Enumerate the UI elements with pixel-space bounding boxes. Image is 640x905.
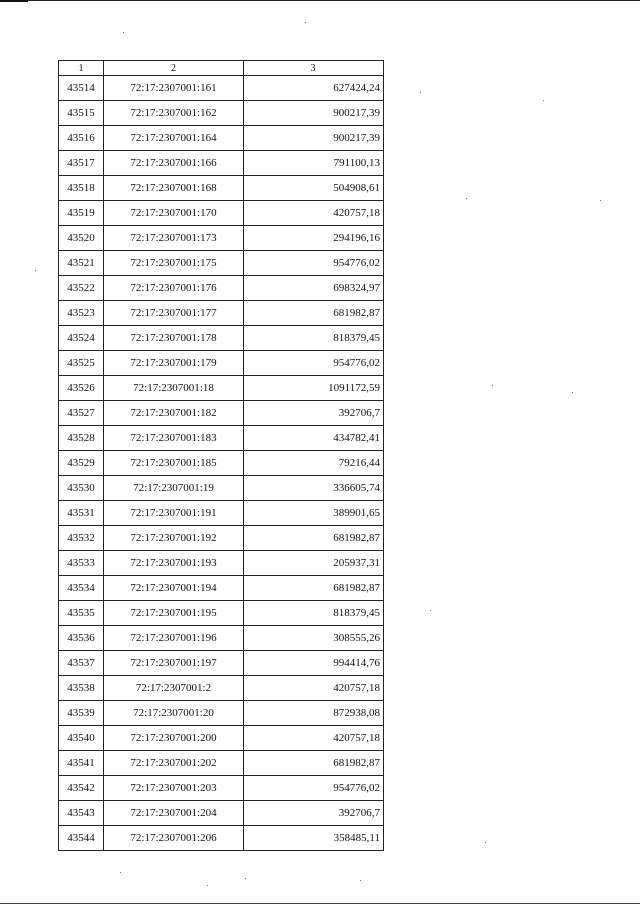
row-number-cell: 43541: [59, 751, 104, 776]
row-number-cell: 43532: [59, 526, 104, 551]
cadastral-value-cell: 1091172,59: [244, 376, 384, 401]
scan-speck: [572, 392, 573, 393]
cadastral-number-cell: 72:17:2307001:161: [104, 76, 244, 101]
scan-speck: [207, 885, 208, 886]
cadastral-number-cell: 72:17:2307001:177: [104, 301, 244, 326]
row-number-cell: 43526: [59, 376, 104, 401]
row-number-cell: 43539: [59, 701, 104, 726]
cadastral-number-cell: 72:17:2307001:20: [104, 701, 244, 726]
cadastral-value-cell: 504908,61: [244, 176, 384, 201]
cadastral-value-cell: 681982,87: [244, 751, 384, 776]
cadastral-value-cell: 79216,44: [244, 451, 384, 476]
cadastral-number-cell: 72:17:2307001:200: [104, 726, 244, 751]
table-row: [59, 476, 384, 501]
row-number-cell: 43536: [59, 626, 104, 651]
scan-speck: [120, 872, 121, 873]
cadastral-number-cell: 72:17:2307001:192: [104, 526, 244, 551]
header-col-1: 1: [59, 61, 104, 76]
cadastral-number-cell: 72:17:2307001:175: [104, 251, 244, 276]
cadastral-value-cell: 389901,65: [244, 501, 384, 526]
row-number-cell: 43528: [59, 426, 104, 451]
cadastral-value-cell: 681982,87: [244, 526, 384, 551]
table-row: [59, 551, 384, 576]
table-row: [59, 576, 384, 601]
row-number-cell: 43537: [59, 651, 104, 676]
cadastral-number-cell: 72:17:2307001:195: [104, 601, 244, 626]
table-row: [59, 76, 384, 101]
row-number-cell: 43527: [59, 401, 104, 426]
cadastral-value-cell: 900217,39: [244, 101, 384, 126]
top-edge-mark: [0, 0, 28, 2]
row-number-cell: 43540: [59, 726, 104, 751]
table-row: [59, 726, 384, 751]
table-row: [59, 276, 384, 301]
table-row: [59, 176, 384, 201]
table-row: [59, 651, 384, 676]
cadastral-number-cell: 72:17:2307001:164: [104, 126, 244, 151]
row-number-cell: 43524: [59, 326, 104, 351]
table-row: [59, 676, 384, 701]
row-number-cell: 43525: [59, 351, 104, 376]
cadastral-value-cell: 420757,18: [244, 726, 384, 751]
row-number-cell: 43543: [59, 801, 104, 826]
table-row: [59, 326, 384, 351]
table-row: [59, 626, 384, 651]
table-row: [59, 751, 384, 776]
cadastral-value-table: [58, 60, 384, 851]
table-row: [59, 526, 384, 551]
cadastral-value-cell: 294196,16: [244, 226, 384, 251]
scan-speck: [245, 878, 246, 879]
row-number-cell: 43522: [59, 276, 104, 301]
table-row: [59, 801, 384, 826]
cadastral-number-cell: 72:17:2307001:183: [104, 426, 244, 451]
cadastral-value-cell: 681982,87: [244, 301, 384, 326]
table-row: [59, 776, 384, 801]
row-number-cell: 43518: [59, 176, 104, 201]
table-row: [59, 251, 384, 276]
cadastral-value-cell: 954776,02: [244, 251, 384, 276]
row-number-cell: 43523: [59, 301, 104, 326]
table-row: [59, 301, 384, 326]
row-number-cell: 43529: [59, 451, 104, 476]
cadastral-number-cell: 72:17:2307001:19: [104, 476, 244, 501]
scan-speck: [420, 92, 421, 93]
row-number-cell: 43533: [59, 551, 104, 576]
cadastral-value-cell: 900217,39: [244, 126, 384, 151]
header-col-2: 2: [104, 61, 244, 76]
row-number-cell: 43515: [59, 101, 104, 126]
row-number-cell: 43517: [59, 151, 104, 176]
cadastral-number-cell: 72:17:2307001:202: [104, 751, 244, 776]
table-row: [59, 351, 384, 376]
scan-speck: [543, 100, 544, 101]
cadastral-value-cell: 336605,74: [244, 476, 384, 501]
cadastral-number-cell: 72:17:2307001:179: [104, 351, 244, 376]
cadastral-value-cell: 392706,7: [244, 401, 384, 426]
cadastral-value-cell: 627424,24: [244, 76, 384, 101]
cadastral-value-cell: 420757,18: [244, 201, 384, 226]
scan-speck: [492, 385, 493, 386]
cadastral-number-cell: 72:17:2307001:170: [104, 201, 244, 226]
cadastral-value-cell: 818379,45: [244, 601, 384, 626]
scan-speck: [485, 842, 486, 843]
top-edge-line: [0, 0, 640, 1]
scan-speck: [35, 270, 36, 271]
table-row: [59, 226, 384, 251]
cadastral-number-cell: 72:17:2307001:173: [104, 226, 244, 251]
cadastral-value-cell: 698324,97: [244, 276, 384, 301]
scan-speck: [466, 198, 467, 199]
cadastral-number-cell: 72:17:2307001:162: [104, 101, 244, 126]
cadastral-number-cell: 72:17:2307001:196: [104, 626, 244, 651]
table-header-row: [59, 61, 384, 76]
cadastral-number-cell: 72:17:2307001:178: [104, 326, 244, 351]
cadastral-value-cell: 994414,76: [244, 651, 384, 676]
table-row: [59, 601, 384, 626]
table-row: [59, 376, 384, 401]
cadastral-value-cell: 954776,02: [244, 776, 384, 801]
row-number-cell: 43514: [59, 76, 104, 101]
scan-speck: [430, 610, 431, 611]
cadastral-value-cell: 420757,18: [244, 676, 384, 701]
table-row: [59, 501, 384, 526]
cadastral-number-cell: 72:17:2307001:191: [104, 501, 244, 526]
cadastral-number-cell: 72:17:2307001:18: [104, 376, 244, 401]
row-number-cell: 43534: [59, 576, 104, 601]
cadastral-number-cell: 72:17:2307001:182: [104, 401, 244, 426]
row-number-cell: 43535: [59, 601, 104, 626]
scan-speck: [600, 200, 601, 201]
cadastral-value-cell: 818379,45: [244, 326, 384, 351]
scan-speck: [123, 32, 124, 33]
cadastral-number-cell: 72:17:2307001:166: [104, 151, 244, 176]
table-body: [59, 61, 384, 851]
row-number-cell: 43519: [59, 201, 104, 226]
cadastral-number-cell: 72:17:2307001:2: [104, 676, 244, 701]
cadastral-value-cell: 681982,87: [244, 576, 384, 601]
cadastral-number-cell: 72:17:2307001:176: [104, 276, 244, 301]
table-row: [59, 701, 384, 726]
row-number-cell: 43538: [59, 676, 104, 701]
cadastral-value-cell: 872938,08: [244, 701, 384, 726]
cadastral-number-cell: 72:17:2307001:206: [104, 826, 244, 851]
table-row: [59, 451, 384, 476]
table-row: [59, 101, 384, 126]
table-row: [59, 401, 384, 426]
bottom-edge-line: [0, 903, 640, 904]
header-col-3: 3: [244, 61, 384, 76]
row-number-cell: 43521: [59, 251, 104, 276]
cadastral-value-cell: 205937,31: [244, 551, 384, 576]
cadastral-value-cell: 434782,41: [244, 426, 384, 451]
row-number-cell: 43516: [59, 126, 104, 151]
table-row: [59, 201, 384, 226]
cadastral-value-cell: 308555,26: [244, 626, 384, 651]
cadastral-value-cell: 392706,7: [244, 801, 384, 826]
row-number-cell: 43542: [59, 776, 104, 801]
cadastral-value-cell: 954776,02: [244, 351, 384, 376]
table-row: [59, 126, 384, 151]
table-row: [59, 426, 384, 451]
row-number-cell: 43530: [59, 476, 104, 501]
cadastral-number-cell: 72:17:2307001:203: [104, 776, 244, 801]
scan-speck: [360, 880, 361, 881]
cadastral-number-cell: 72:17:2307001:168: [104, 176, 244, 201]
cadastral-number-cell: 72:17:2307001:193: [104, 551, 244, 576]
cadastral-value-cell: 791100,13: [244, 151, 384, 176]
row-number-cell: 43520: [59, 226, 104, 251]
scan-speck: [305, 22, 306, 23]
cadastral-number-cell: 72:17:2307001:197: [104, 651, 244, 676]
table-row: [59, 826, 384, 851]
cadastral-number-cell: 72:17:2307001:204: [104, 801, 244, 826]
cadastral-number-cell: 72:17:2307001:185: [104, 451, 244, 476]
cadastral-value-cell: 358485,11: [244, 826, 384, 851]
table-row: [59, 151, 384, 176]
row-number-cell: 43531: [59, 501, 104, 526]
cadastral-number-cell: 72:17:2307001:194: [104, 576, 244, 601]
row-number-cell: 43544: [59, 826, 104, 851]
